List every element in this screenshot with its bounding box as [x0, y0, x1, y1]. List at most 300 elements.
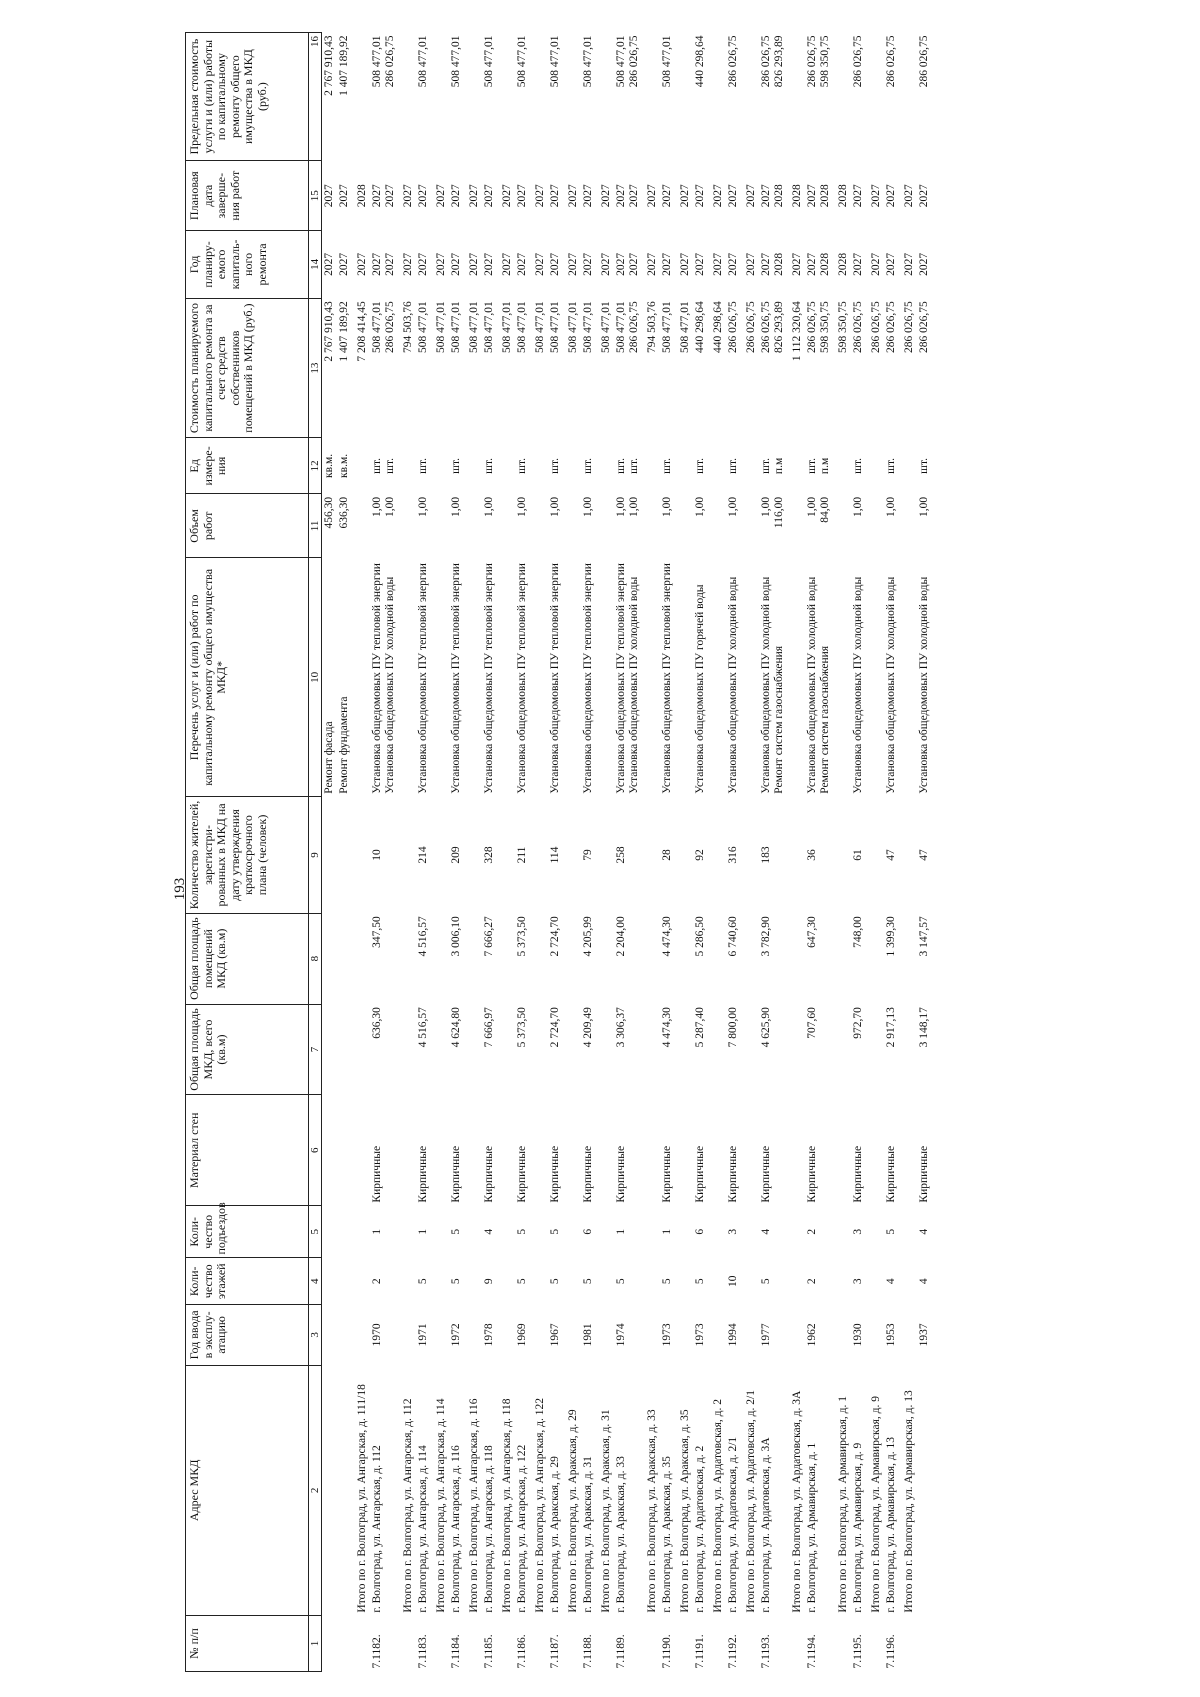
year-commissioned — [337, 1305, 352, 1366]
total-end-date: 2028 — [356, 184, 368, 208]
limit-cost: 286 026,75 826 293,89 — [760, 35, 785, 88]
floors: 5 — [694, 1278, 706, 1285]
total-label: Итого по г. Волгоград, ул. Ангарская, д. 122 — [534, 1398, 546, 1613]
unit: шт. п.м — [806, 457, 831, 475]
total-row — [464, 33, 482, 1672]
total-row — [833, 33, 851, 1672]
row-number — [708, 1616, 726, 1672]
empty-cell — [741, 1206, 759, 1258]
row-number — [497, 1616, 515, 1672]
empty-cell — [563, 797, 581, 913]
premises-area: 5 373,50 — [516, 916, 528, 957]
empty-cell — [642, 438, 660, 494]
empty-cell — [675, 1004, 693, 1095]
entrances: 1 — [417, 1228, 429, 1235]
table-body — [322, 33, 933, 1672]
empty-cell — [741, 33, 759, 161]
residents: 36 — [806, 849, 818, 861]
premises-area: 2 724,70 — [549, 916, 561, 957]
table-row — [851, 33, 866, 1672]
empty-cell — [787, 913, 805, 1004]
empty-cell — [398, 1206, 416, 1258]
column-header-8: Общая площадь помещений МКД (кв.м) — [186, 913, 309, 1004]
empty-cell — [352, 438, 370, 494]
empty-cell — [596, 913, 614, 1004]
address — [322, 1365, 338, 1615]
empty-cell — [497, 33, 515, 161]
row-number: 7.1190. — [661, 1634, 673, 1669]
work-volume: 1,00 — [918, 496, 930, 517]
works-list: Установка общедомовых ПУ холодной воды Ремонт систем газоснабжения — [806, 576, 831, 794]
residents: 214 — [417, 846, 429, 864]
column-number-8: 8 — [309, 913, 322, 1004]
total-label: Итого по г. Волгоград, ул. Ардатовская, д. 3А — [791, 1390, 803, 1613]
wall-material: Кирпичные — [516, 1145, 528, 1203]
planned-cost: 2 767 910,43 — [323, 301, 335, 362]
column-number-11: 11 — [309, 494, 322, 558]
limit-cost: 286 026,75 — [918, 35, 930, 88]
wall-material: Кирпичные — [852, 1145, 864, 1203]
total-end-date: 2028 — [791, 184, 803, 208]
empty-cell — [899, 1095, 917, 1206]
floors: 5 — [661, 1278, 673, 1285]
entrances: 3 — [727, 1228, 739, 1235]
column-number-15: 15 — [309, 161, 322, 231]
repair-year: 2027 2028 — [806, 252, 831, 276]
row-number — [464, 1616, 482, 1672]
total-repair-year: 2027 — [791, 252, 803, 276]
works-list: Установка общедомовых ПУ холодной воды — [727, 576, 739, 794]
empty-cell — [675, 1258, 693, 1305]
empty-cell — [563, 1258, 581, 1305]
empty-cell — [899, 1258, 917, 1305]
empty-cell — [833, 913, 851, 1004]
empty-cell — [352, 1095, 370, 1206]
works-list: Установка общедомовых ПУ тепловой энергии Установка общедомовых ПУ холодной воды — [615, 563, 640, 794]
empty-cell — [899, 1004, 917, 1095]
total-row — [741, 33, 759, 1672]
row-number: 7.1192. — [727, 1634, 739, 1669]
empty-cell — [675, 33, 693, 161]
total-area: 7 800,00 — [727, 1007, 739, 1048]
table-row — [370, 33, 398, 1672]
wall-material: Кирпичные — [615, 1145, 627, 1203]
total-area: 4 625,90 — [760, 1007, 772, 1048]
repair-year: 2027 — [549, 252, 561, 276]
unit: шт. — [885, 457, 897, 474]
empty-cell — [431, 1004, 449, 1095]
empty-cell — [833, 438, 851, 494]
total-area: 636,30 — [371, 1007, 383, 1039]
empty-cell — [497, 913, 515, 1004]
table-row — [548, 33, 563, 1672]
address: г. Волгоград, ул. Аракская, д. 35 — [661, 1456, 673, 1613]
total-row — [563, 33, 581, 1672]
limit-cost: 286 026,75 — [852, 35, 864, 88]
limit-cost: 508 477,01 — [417, 35, 429, 88]
empty-cell — [464, 1258, 482, 1305]
entrances — [322, 1206, 338, 1258]
total-repair-year: 2027 — [567, 252, 579, 276]
end-date: 2027 — [694, 184, 706, 208]
total-cost: 440 298,64 — [712, 301, 724, 353]
total-row — [352, 33, 370, 1672]
empty-cell — [563, 33, 581, 161]
empty-cell — [530, 1258, 548, 1305]
empty-cell — [675, 558, 693, 797]
empty-cell — [866, 558, 884, 797]
empty-cell — [464, 33, 482, 161]
empty-cell — [866, 1095, 884, 1206]
empty-cell — [431, 1095, 449, 1206]
empty-cell — [431, 1258, 449, 1305]
total-row — [787, 33, 805, 1672]
table-row — [482, 33, 497, 1672]
residents: 47 — [918, 849, 930, 861]
address: г. Волгоград, ул. Армавирская, д. 9 — [852, 1442, 864, 1613]
empty-cell — [833, 558, 851, 797]
end-date: 2027 — [483, 184, 495, 208]
planned-cost: 440 298,64 — [694, 301, 706, 353]
empty-cell — [899, 33, 917, 161]
repair-year: 2027 — [918, 252, 930, 276]
empty-cell — [464, 1095, 482, 1206]
entrances: 6 — [582, 1228, 594, 1235]
planned-cost: 286 026,75 598 350,75 — [806, 301, 831, 353]
column-header-4: Коли-чество этажей — [186, 1258, 309, 1305]
empty-cell — [352, 494, 370, 558]
empty-cell — [398, 1305, 416, 1366]
repair-year: 2027 — [516, 252, 528, 276]
empty-cell — [596, 1305, 614, 1366]
empty-cell — [741, 558, 759, 797]
unit: шт. — [661, 457, 673, 474]
planned-cost: 508 477,01 — [417, 301, 429, 353]
empty-cell — [464, 797, 482, 913]
total-row — [398, 33, 416, 1672]
empty-cell — [352, 797, 370, 913]
unit: шт. — [549, 457, 561, 474]
repair-year: 2027 — [323, 252, 335, 276]
floors: 10 — [727, 1275, 739, 1288]
planned-cost: 286 026,75 — [918, 301, 930, 353]
column-header-11: Объем работ — [186, 494, 309, 558]
works-list: Установка общедомовых ПУ тепловой энергии — [661, 563, 673, 794]
residents: 316 — [727, 846, 739, 864]
end-date: 2027 — [852, 184, 864, 208]
row-number: 7.1196. — [885, 1634, 897, 1669]
total-area — [322, 1004, 338, 1095]
work-volume: 1,00 — [450, 496, 462, 517]
empty-cell — [741, 1258, 759, 1305]
total-area: 3 148,17 — [918, 1007, 930, 1048]
entrances: 1 — [661, 1228, 673, 1235]
total-area: 972,70 — [852, 1007, 864, 1039]
total-row — [899, 33, 917, 1672]
empty-cell — [787, 558, 805, 797]
empty-cell — [530, 494, 548, 558]
total-row — [596, 33, 614, 1672]
premises-area: 5 286,50 — [694, 916, 706, 957]
limit-cost: 508 477,01 — [582, 35, 594, 88]
entrances: 4 — [483, 1228, 495, 1235]
total-label: Итого по г. Волгоград, ул. Армавирская, д. 9 — [870, 1396, 882, 1613]
empty-cell — [787, 797, 805, 913]
work-volume: 1,00 — [885, 496, 897, 517]
wall-material: Кирпичные — [371, 1145, 383, 1203]
empty-cell — [563, 438, 581, 494]
limit-cost: 286 026,75 — [885, 35, 897, 88]
row-number — [787, 1616, 805, 1672]
row-number — [530, 1616, 548, 1672]
total-area: 5 373,50 — [516, 1007, 528, 1048]
wall-material: Кирпичные — [806, 1145, 818, 1203]
row-number: 7.1186. — [516, 1634, 528, 1669]
premises-area: 2 204,00 — [615, 916, 627, 957]
work-volume: 1,00 — [483, 496, 495, 517]
address: г. Волгоград, ул. Аракская, д. 31 — [582, 1456, 594, 1613]
limit-cost: 440 298,64 — [694, 35, 706, 88]
floors: 5 — [582, 1278, 594, 1285]
empty-cell — [596, 438, 614, 494]
repair-year: 2027 — [450, 252, 462, 276]
work-volume: 1,00 — [661, 496, 673, 517]
table-row — [917, 33, 932, 1672]
planned-cost: 1 407 189,92 — [338, 301, 350, 362]
empty-cell — [833, 1305, 851, 1366]
repair-year: 2027 — [417, 252, 429, 276]
floors: 5 — [549, 1278, 561, 1285]
row-number — [337, 1616, 352, 1672]
planned-cost: 508 477,01 — [450, 301, 462, 353]
total-end-date: 2027 — [745, 184, 757, 208]
row-number: 7.1189. — [615, 1634, 627, 1669]
empty-cell — [787, 33, 805, 161]
empty-cell — [833, 1258, 851, 1305]
unit: шт. — [450, 457, 462, 474]
total-cost: 508 477,01 — [567, 301, 579, 353]
work-volume: 1,00 116,00 — [760, 496, 785, 529]
empty-cell — [833, 33, 851, 161]
year-commissioned: 1970 — [371, 1323, 383, 1347]
empty-cell — [708, 558, 726, 797]
empty-cell — [563, 1206, 581, 1258]
entrances: 5 — [516, 1228, 528, 1235]
total-end-date: 2027 — [646, 184, 658, 208]
end-date: 2027 2028 — [760, 184, 785, 208]
total-cost: 1 112 320,64 — [791, 301, 803, 362]
empty-cell — [497, 438, 515, 494]
total-label: Итого по г. Волгоград, ул. Аракская, д. 33 — [646, 1409, 658, 1613]
unit: шт. — [483, 457, 495, 474]
address: г. Волгоград, ул. Ангарская, д. 112 — [371, 1445, 383, 1613]
residents: 61 — [852, 849, 864, 861]
table-row — [759, 33, 787, 1672]
limit-cost: 508 477,01 — [450, 35, 462, 88]
capital-repair-table — [185, 32, 932, 1672]
entrances: 3 — [852, 1228, 864, 1235]
premises-area: 647,30 — [806, 916, 818, 948]
work-volume: 1,00 — [417, 496, 429, 517]
address — [917, 1365, 932, 1615]
work-volume: 1,00 — [549, 496, 561, 517]
works-list: Установка общедомовых ПУ горячей воды — [694, 584, 706, 794]
total-end-date: 2027 — [534, 184, 546, 208]
unit: шт. — [852, 457, 864, 474]
row-number — [398, 1616, 416, 1672]
planned-cost: 508 477,01 — [582, 301, 594, 353]
repair-year: 2027 2028 — [760, 252, 785, 276]
empty-cell — [642, 1305, 660, 1366]
row-number — [642, 1616, 660, 1672]
total-area — [337, 1004, 352, 1095]
total-label: Итого по г. Волгоград, ул. Ардатовская, д. 2 — [712, 1399, 724, 1613]
works-list: Установка общедомовых ПУ тепловой энергии — [450, 563, 462, 794]
total-end-date: 2027 — [712, 184, 724, 208]
floors: 5 — [417, 1278, 429, 1285]
empty-cell — [497, 797, 515, 913]
row-number: 7.1185. — [483, 1634, 495, 1669]
limit-cost: 508 477,01 286 026,75 — [615, 35, 640, 88]
premises-area: 3 147,57 — [918, 916, 930, 957]
column-number-14: 14 — [309, 231, 322, 299]
total-end-date: 2027 — [679, 184, 691, 208]
empty-cell — [431, 1305, 449, 1366]
row-number — [352, 1616, 370, 1672]
year-commissioned: 1953 — [885, 1323, 897, 1347]
wall-material: Кирпичные — [549, 1145, 561, 1203]
works-list: Ремонт фасада — [323, 721, 335, 794]
premises-area: 4 516,57 — [417, 916, 429, 957]
total-cost: 794 503,76 — [402, 301, 414, 353]
residents — [337, 797, 352, 913]
total-end-date: 2027 — [870, 184, 882, 208]
row-number: 7.1182. — [371, 1634, 383, 1669]
empty-cell — [708, 1004, 726, 1095]
total-cost: 508 477,01 — [435, 301, 447, 353]
total-cost: 286 026,75 — [903, 301, 915, 353]
row-number — [675, 1616, 693, 1672]
empty-cell — [352, 913, 370, 1004]
floors: 3 — [852, 1278, 864, 1285]
empty-cell — [833, 1206, 851, 1258]
empty-cell — [563, 494, 581, 558]
column-number-3: 3 — [309, 1305, 322, 1366]
repair-year: 2027 — [582, 252, 594, 276]
works-list: Установка общедомовых ПУ холодной воды — [918, 576, 930, 794]
entrances: 2 — [806, 1228, 818, 1235]
empty-cell — [642, 1258, 660, 1305]
end-date: 2027 — [417, 184, 429, 208]
column-number-16: 16 — [309, 33, 322, 161]
total-label: Итого по г. Волгоград, ул. Армавирская, д. 13 — [903, 1390, 915, 1613]
empty-cell — [899, 1206, 917, 1258]
column-header-9: Количество жителей, зарегистри-рованных в МКД на дату утверждения краткосрочного плана (человек) — [186, 797, 309, 913]
column-number-10: 10 — [309, 558, 322, 797]
empty-cell — [787, 438, 805, 494]
empty-cell — [708, 913, 726, 1004]
total-cost: 508 477,01 — [534, 301, 546, 353]
end-date: 2027 — [661, 184, 673, 208]
table-row — [614, 33, 642, 1672]
residents: 328 — [483, 846, 495, 864]
empty-cell — [787, 1095, 805, 1206]
column-number-12: 12 — [309, 438, 322, 494]
premises-area: 1 399,30 — [885, 916, 897, 957]
empty-cell — [741, 1305, 759, 1366]
entrances: 4 — [918, 1228, 930, 1235]
wall-material: Кирпичные — [483, 1145, 495, 1203]
year-commissioned: 1973 — [694, 1323, 706, 1347]
address: г. Волгоград, ул. Ардатовская, д. 2/1 — [727, 1436, 739, 1613]
empty-cell — [352, 1004, 370, 1095]
empty-cell — [398, 797, 416, 913]
empty-cell — [563, 1095, 581, 1206]
table-row — [660, 33, 675, 1672]
column-header-10: Перечень услуг и (или) работ по капитальному ремонту общего имущества МКД* — [186, 558, 309, 797]
empty-cell — [741, 913, 759, 1004]
year-commissioned: 1972 — [450, 1323, 462, 1347]
year-commissioned: 1967 — [549, 1323, 561, 1347]
work-volume: 1,00 — [852, 496, 864, 517]
empty-cell — [398, 494, 416, 558]
table-row — [322, 33, 338, 1672]
total-area: 4 474,30 — [661, 1007, 673, 1048]
empty-cell — [497, 1258, 515, 1305]
total-repair-year: 2027 — [600, 252, 612, 276]
end-date: 2027 — [727, 184, 739, 208]
total-row — [642, 33, 660, 1672]
unit: шт. шт. — [371, 457, 396, 474]
total-label: Итого по г. Волгоград, ул. Ардатовская, д. 2/1 — [745, 1390, 757, 1613]
repair-year: 2027 — [694, 252, 706, 276]
empty-cell — [833, 1004, 851, 1095]
empty-cell — [596, 558, 614, 797]
address: г. Волгоград, ул. Армавирская, д. 1 — [806, 1442, 818, 1613]
works-list: Установка общедомовых ПУ холодной воды — [885, 576, 897, 794]
empty-cell — [398, 1258, 416, 1305]
total-area: 4 209,49 — [582, 1007, 594, 1048]
residents: 114 — [549, 846, 561, 864]
limit-cost: 508 477,01 — [549, 35, 561, 88]
unit: шт. — [516, 457, 528, 474]
total-cost: 508 477,01 — [468, 301, 480, 353]
empty-cell — [464, 1206, 482, 1258]
premises-area: 4 474,30 — [661, 916, 673, 957]
row-number: 7.1194. — [806, 1634, 818, 1669]
wall-material: Кирпичные — [694, 1145, 706, 1203]
empty-cell — [431, 438, 449, 494]
total-end-date: 2027 — [402, 184, 414, 208]
year-commissioned: 1974 — [615, 1323, 627, 1347]
total-end-date: 2027 — [600, 184, 612, 208]
end-date: 2027 — [549, 184, 561, 208]
column-header-1: № п/п — [186, 1616, 309, 1672]
address: г. Волгоград, ул. Армавирская, д. 13 — [885, 1437, 897, 1613]
planned-cost: 286 026,75 — [727, 301, 739, 353]
empty-cell — [596, 797, 614, 913]
planned-cost: 286 026,75 826 293,89 — [760, 301, 785, 353]
works-list: Установка общедомовых ПУ тепловой энергии — [549, 563, 561, 794]
column-number-4: 4 — [309, 1258, 322, 1305]
empty-cell — [530, 1004, 548, 1095]
total-area: 7 666,97 — [483, 1007, 495, 1048]
empty-cell — [497, 1305, 515, 1366]
empty-cell — [642, 494, 660, 558]
empty-cell — [497, 1004, 515, 1095]
empty-cell — [596, 1095, 614, 1206]
column-number-13: 13 — [309, 298, 322, 438]
